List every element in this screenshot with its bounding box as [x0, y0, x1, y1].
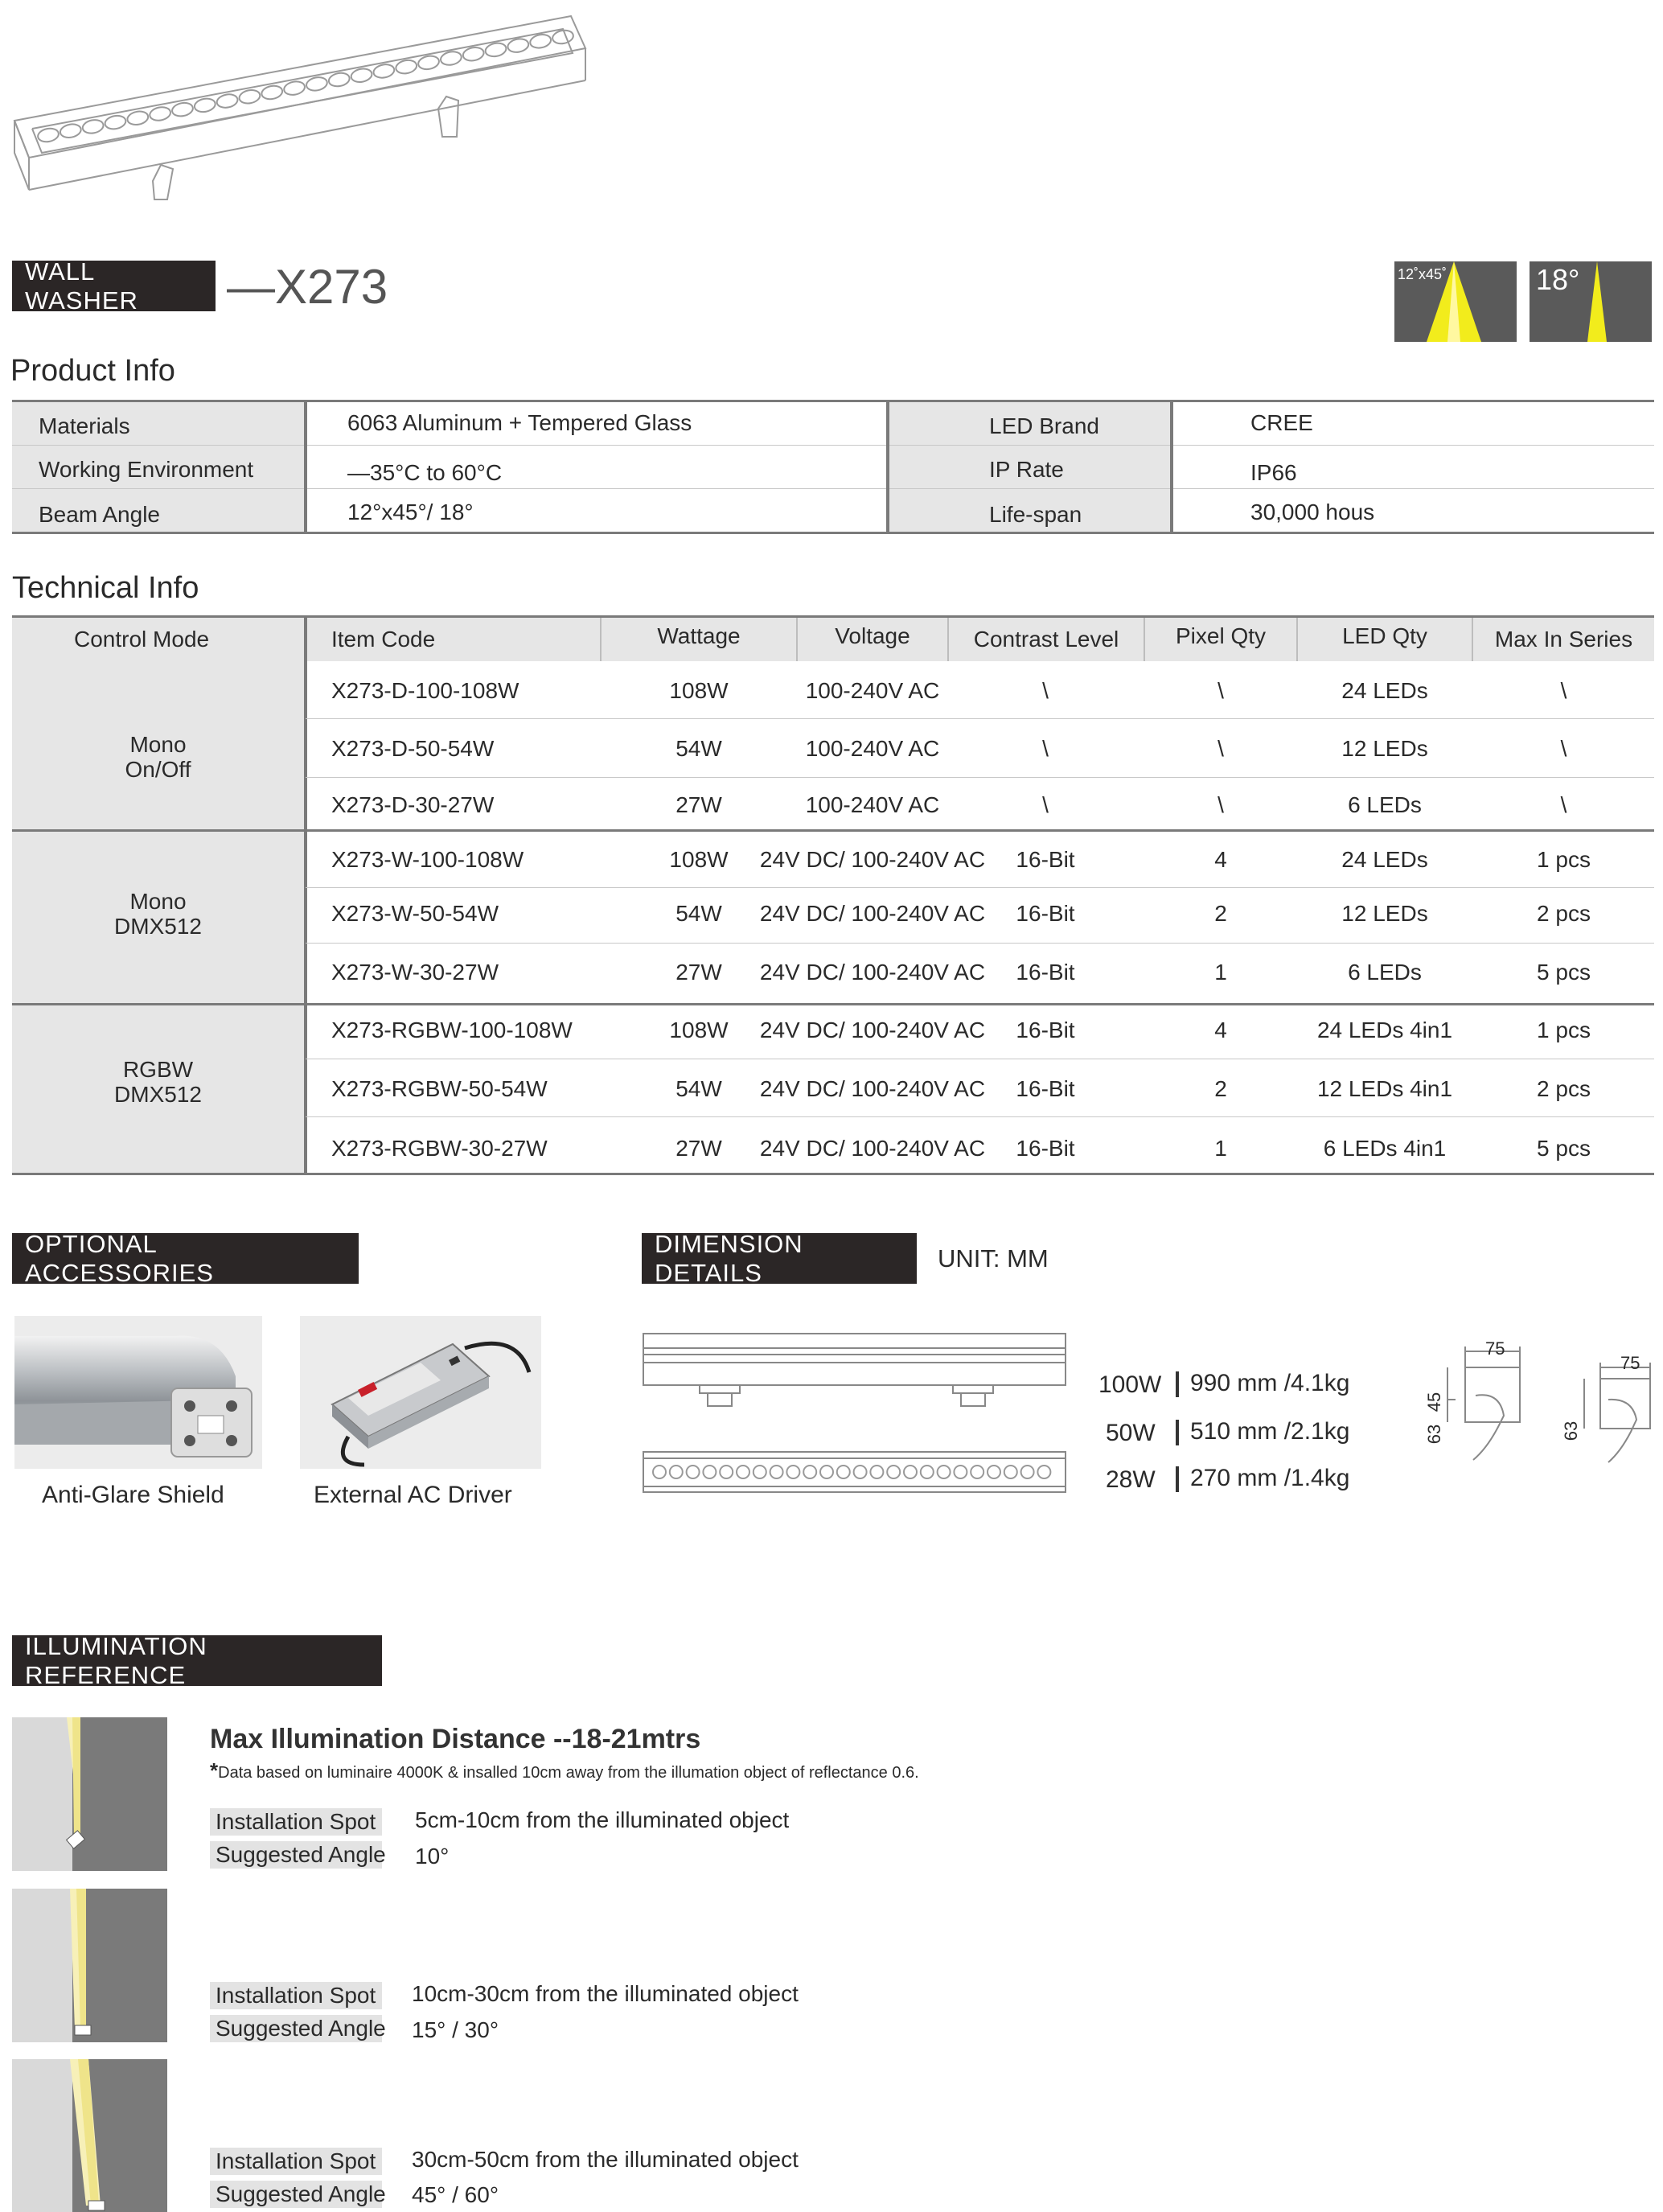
ti-mode-mono-dmx512: Mono DMX512	[114, 889, 202, 939]
ti-cell-led-qty: 12 LEDs	[1341, 736, 1428, 761]
ti-cell-max-in-series: 1 pcs	[1537, 1018, 1591, 1042]
ti-cell-led-qty: 6 LEDs	[1348, 960, 1422, 985]
ti-cell-pixel-qty: 2	[1214, 901, 1227, 926]
anti-glare-shield-image	[14, 1316, 262, 1469]
ti-cell-pixel-qty: 2	[1214, 1076, 1227, 1101]
illumination-diagram-1	[12, 1717, 167, 1871]
dim-label-height-a1: 45	[1424, 1392, 1445, 1412]
angle-value-3: 45° / 60°	[412, 2182, 499, 2207]
beam-badge-wide	[1394, 261, 1517, 342]
ti-cell-contrast: 16-Bit	[1016, 1076, 1075, 1101]
ti-cell-wattage: 108W	[669, 847, 729, 872]
pi-label-materials: Materials	[39, 413, 130, 438]
pi-value-working-env: —35°C to 60°C	[347, 460, 503, 485]
ti-cell-pixel-qty: 1	[1214, 1136, 1227, 1161]
pi-label-led-brand: LED Brand	[989, 413, 1099, 438]
ti-cell-pixel-qty: 4	[1214, 1018, 1227, 1042]
dim-power-28w: 28W	[1106, 1466, 1156, 1493]
spot-label-3: Installation Spot	[216, 2148, 376, 2173]
ti-cell-voltage: 100-240V AC	[805, 678, 940, 703]
ti-group-rule-2	[12, 1003, 1654, 1005]
ti-cell-pixel-qty: 1	[1214, 960, 1227, 985]
ti-mode-rgbw-dmx512: RGBW DMX512	[114, 1057, 202, 1107]
ti-cell-led-qty: 24 LEDs 4in1	[1316, 1018, 1453, 1042]
beam-badge-narrow-label: 18°	[1536, 263, 1580, 296]
pi-value-ip-rate: IP66	[1250, 460, 1297, 485]
ti-cell-contrast: \	[1042, 678, 1049, 703]
product-info-title: Product Info	[10, 354, 175, 388]
ti-cell-max-in-series: 5 pcs	[1537, 960, 1591, 985]
pi-label-life-span: Life-span	[989, 502, 1082, 527]
spot-value-2: 10cm-30cm from the illuminated object	[412, 1981, 799, 2006]
ti-cell-item-code: X273-D-100-108W	[331, 678, 519, 703]
ti-header-contrast-level: Contrast Level	[973, 627, 1119, 652]
angle-label-1: Suggested Angle	[216, 1842, 386, 1867]
model-number: X273	[275, 260, 388, 314]
ti-header-item-code: Item Code	[331, 627, 436, 652]
ti-cell-led-qty: 12 LEDs	[1341, 901, 1428, 926]
pi-label-beam-angle: Beam Angle	[39, 502, 160, 527]
dimension-title: DIMENSION DETAILS	[642, 1233, 917, 1284]
ti-cell-contrast: \	[1042, 736, 1049, 761]
dim-spec-28w: 270 mm /1.4kg	[1190, 1465, 1350, 1491]
dim-power-50w: 50W	[1106, 1420, 1156, 1446]
spot-value-3: 30cm-50cm from the illuminated object	[412, 2147, 799, 2172]
angle-label-3: Suggested Angle	[216, 2181, 386, 2206]
dim-label-width-a: 75	[1485, 1338, 1505, 1359]
ti-cell-contrast: \	[1042, 792, 1049, 817]
ti-cell-item-code: X273-W-30-27W	[331, 960, 499, 985]
ti-cell-max-in-series: \	[1560, 678, 1567, 703]
illumination-diagram-3	[12, 2059, 167, 2212]
product-info-bottom-rule	[12, 532, 1654, 534]
beam-badge-narrow	[1530, 261, 1652, 342]
pi-value-life-span: 30,000 hous	[1250, 500, 1375, 524]
ti-cell-item-code: X273-RGBW-50-54W	[331, 1076, 548, 1101]
ti-cell-voltage: 24V DC/ 100-240V AC	[759, 1136, 986, 1161]
ti-header-pixel-qty: Pixel Qty	[1175, 623, 1267, 648]
ti-top-rule	[12, 615, 1654, 618]
dimension-cross-section-a	[1423, 1335, 1536, 1496]
ti-cell-voltage: 24V DC/ 100-240V AC	[759, 901, 986, 926]
dim-spec-100w: 990 mm /4.1kg	[1190, 1370, 1350, 1396]
dim-label-width-b: 75	[1620, 1353, 1640, 1373]
technical-info-title: Technical Info	[12, 571, 199, 605]
model-dash: —	[227, 260, 275, 314]
ti-cell-item-code: X273-RGBW-30-27W	[331, 1136, 548, 1161]
ti-cell-max-in-series: 5 pcs	[1537, 1136, 1591, 1161]
accessories-title: OPTIONAL ACCESSORIES	[12, 1233, 359, 1284]
ti-cell-wattage: 54W	[675, 901, 722, 926]
dim-power-100w: 100W	[1098, 1371, 1162, 1398]
category-label: WALL WASHER	[12, 261, 216, 311]
ti-cell-item-code: X273-D-50-54W	[331, 736, 495, 761]
pi-label-working-env: Working Environment	[39, 457, 254, 482]
note-asterisk: *	[210, 1758, 219, 1782]
ti-header-wattage: Wattage	[657, 623, 741, 648]
illumination-diagram-2	[12, 1889, 167, 2042]
ti-cell-max-in-series: \	[1560, 736, 1567, 761]
dim-label-height-a2: 63	[1424, 1424, 1445, 1445]
ti-cell-voltage: 24V DC/ 100-240V AC	[759, 847, 986, 872]
ti-cell-wattage: 108W	[669, 678, 729, 703]
ti-header-max-in-series: Max In Series	[1494, 627, 1633, 652]
ti-cell-voltage: 100-240V AC	[805, 792, 940, 817]
ti-cell-pixel-qty: \	[1217, 678, 1224, 703]
ti-cell-max-in-series: 1 pcs	[1537, 847, 1591, 872]
ti-cell-contrast: 16-Bit	[1016, 847, 1075, 872]
ti-cell-wattage: 54W	[675, 736, 722, 761]
dimension-side-view	[639, 1327, 1074, 1512]
ti-cell-led-qty: 24 LEDs	[1341, 678, 1428, 703]
spot-label-1: Installation Spot	[216, 1809, 376, 1834]
ti-cell-voltage: 24V DC/ 100-240V AC	[759, 960, 986, 985]
ti-cell-item-code: X273-W-100-108W	[331, 847, 524, 872]
angle-value-2: 15° / 30°	[412, 2017, 499, 2042]
external-ac-driver-image	[300, 1316, 541, 1469]
ti-cell-pixel-qty: 4	[1214, 847, 1227, 872]
ti-cell-led-qty: 12 LEDs 4in1	[1316, 1076, 1453, 1101]
ti-header-control-mode: Control Mode	[74, 627, 210, 652]
ti-cell-contrast: 16-Bit	[1016, 1018, 1075, 1042]
model-title	[227, 259, 388, 315]
ti-header-voltage: Voltage	[835, 623, 910, 648]
pi-value-led-brand: CREE	[1250, 410, 1313, 435]
ti-cell-contrast: 16-Bit	[1016, 1136, 1075, 1161]
angle-label-2: Suggested Angle	[216, 2016, 386, 2041]
pi-label-ip-rate: IP Rate	[989, 457, 1064, 482]
ti-cell-voltage: 24V DC/ 100-240V AC	[759, 1018, 986, 1042]
ti-cell-wattage: 27W	[675, 792, 722, 817]
ti-cell-max-in-series: 2 pcs	[1537, 1076, 1591, 1101]
ti-cell-wattage: 27W	[675, 960, 722, 985]
ti-mode-mono-onoff: Mono On/Off	[125, 732, 191, 782]
ti-cell-item-code: X273-RGBW-100-108W	[331, 1018, 573, 1042]
note-text: Data based on luminaire 4000K & insalled 10cm away from the illumation object of reflectance 0.6.	[218, 1764, 919, 1782]
dim-label-height-b: 63	[1561, 1421, 1582, 1441]
ti-bottom-rule	[12, 1173, 1654, 1175]
ti-cell-contrast: 16-Bit	[1016, 901, 1075, 926]
ti-header-led-qty: LED Qty	[1342, 623, 1427, 648]
ti-cell-max-in-series: \	[1560, 792, 1567, 817]
dimension-unit: UNIT: MM	[938, 1244, 1049, 1273]
illumination-title: ILLUMINATION REFERENCE	[12, 1635, 382, 1686]
ti-cell-led-qty: 6 LEDs 4in1	[1323, 1136, 1447, 1161]
product-line-drawing	[8, 0, 595, 209]
illumination-note	[210, 1758, 919, 1783]
pi-value-materials: 6063 Aluminum + Tempered Glass	[347, 410, 692, 435]
pi-value-beam-angle: 12°x45°/ 18°	[347, 500, 474, 524]
external-ac-driver-label: External AC Driver	[314, 1482, 512, 1508]
ti-cell-led-qty: 6 LEDs	[1348, 792, 1422, 817]
ti-cell-max-in-series: 2 pcs	[1537, 901, 1591, 926]
ti-cell-voltage: 100-240V AC	[805, 736, 940, 761]
product-info-top-rule	[12, 400, 1654, 402]
anti-glare-shield-label: Anti-Glare Shield	[42, 1482, 224, 1508]
ti-group-rule-1	[12, 829, 1654, 832]
ti-cell-pixel-qty: \	[1217, 792, 1224, 817]
ti-cell-voltage: 24V DC/ 100-240V AC	[759, 1076, 986, 1101]
ti-cell-contrast: 16-Bit	[1016, 960, 1075, 985]
angle-value-1: 10°	[415, 1844, 450, 1869]
beam-badge-wide-label: 12˚x45˚	[1398, 266, 1447, 282]
spot-value-1: 5cm-10cm from the illuminated object	[415, 1807, 790, 1832]
ti-cell-wattage: 54W	[675, 1076, 722, 1101]
ti-cell-wattage: 108W	[669, 1018, 729, 1042]
dim-spec-50w: 510 mm /2.1kg	[1190, 1418, 1350, 1445]
ti-cell-item-code: X273-W-50-54W	[331, 901, 499, 926]
illumination-headline: Max Illumination Distance --18-21mtrs	[210, 1724, 701, 1754]
spot-label-2: Installation Spot	[216, 1983, 376, 2008]
ti-cell-led-qty: 24 LEDs	[1341, 847, 1428, 872]
ti-cell-wattage: 27W	[675, 1136, 722, 1161]
ti-cell-pixel-qty: \	[1217, 736, 1224, 761]
ti-cell-item-code: X273-D-30-27W	[331, 792, 495, 817]
